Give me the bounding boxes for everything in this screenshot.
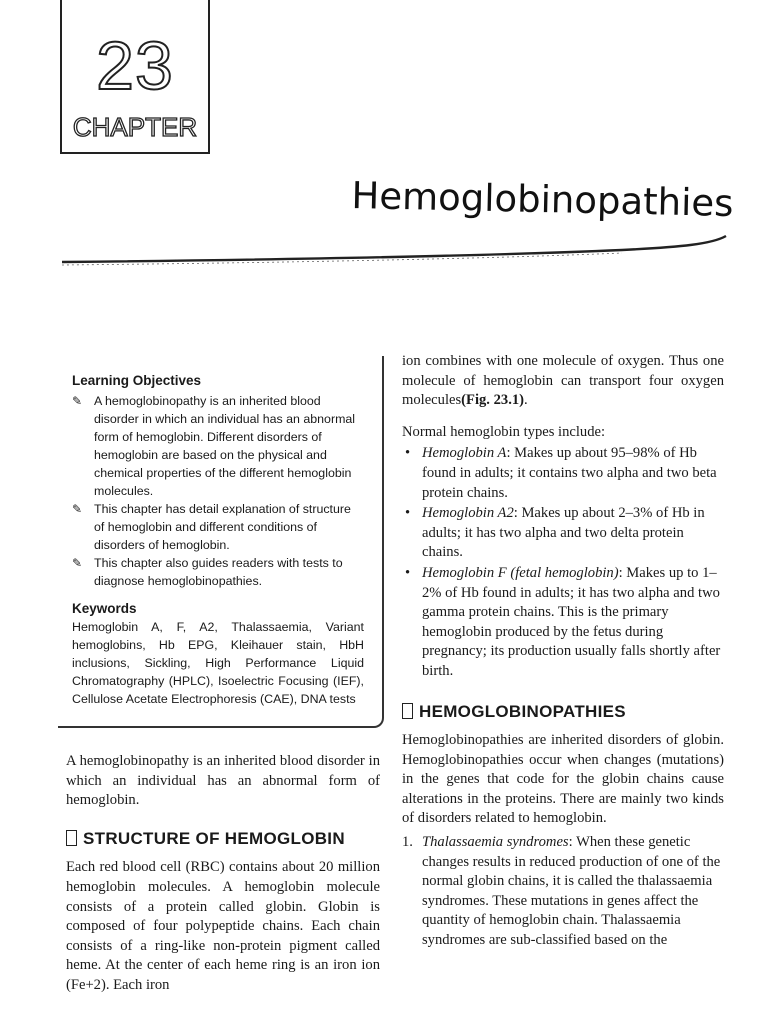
chapter-number: 23: [96, 28, 174, 104]
chapter-label: CHAPTER: [72, 112, 198, 142]
list-item: • Hemoglobin A2: Makes up about 2–3% of Hb in adults; it has two alpha and two delta protein chains.: [405, 505, 705, 561]
list-item: ✎ A hemoglobinopathy is an inherited blood disorder in which an individual has an abnormal form of hemoglobin. Different disorders of hemoglobin are based on the physical and chemical properties of the different hemoglobin molecules.: [72, 394, 356, 498]
list-item: • Hemoglobin F (fetal hemoglobin): Makes up to 1–2% of Hb found in adults; it has two alpha and two gamma protein chains. This is the primary hemoglobin produced by the fetus during pregnancy; its production usually falls shortly after birth.: [405, 564, 721, 679]
title-rule: [62, 234, 732, 268]
list-item: ✎ This chapter has detail explanation of structure of hemoglobin and different conditions of disorders of hemoglobin.: [72, 502, 351, 552]
pen-arrow-icon: ✎: [72, 502, 83, 516]
keywords-text: Hemoglobin A, F, A2, Thalassaemia, Variant hemoglobins, Hb EPG, Kleihauer stain, HbH inclusions, Sickling, High Performance Liquid Chromatography (HPLC), Isoelectric Focusing (IEF), Cellulose Acetate Electrophoresis (CAE), DNA tests: [72, 620, 364, 706]
types-intro: Normal hemoglobin types include:: [402, 423, 606, 440]
disorder-types-list: [402, 833, 724, 951]
bullet-icon: •: [405, 505, 411, 522]
continuation-paragraph: ion combines with one molecule of oxygen. Thus one molecule of hemoglobin can transport four oxygen molecules(Fig. 23.1).: [402, 353, 724, 409]
hemoglobin-types-list: [402, 444, 724, 681]
section-heading-structure: STRUCTURE OF HEMOGLOBIN: [66, 829, 380, 849]
square-bullet-icon: [402, 703, 413, 719]
learning-objectives-box: [58, 356, 384, 728]
intro-paragraph: A hemoglobinopathy is an inherited blood disorder in which an individual has an abnormal form of hemoglobin.: [66, 753, 380, 809]
list-item: ✎ This chapter also guides readers with tests to diagnose hemoglobinopathies.: [72, 556, 343, 588]
list-item: • Hemoglobin A: Makes up about 95–98% of Hb found in adults; it contains two alpha and two beta protein chains.: [405, 445, 717, 501]
structure-paragraph: Each red blood cell (RBC) contains about 20 million hemoglobin molecules. A hemoglobin molecule consists of a protein called globin. Globin is composed of four polypeptide chains. Each chain consists of a ring-like non-protein pigment called heme. At the center of each heme ring is an iron ion (Fe+2). Each iron: [66, 859, 380, 993]
learning-objectives-list: [72, 392, 364, 590]
keywords-heading: Keywords: [72, 601, 137, 616]
bullet-icon: •: [405, 564, 411, 581]
square-bullet-icon: [66, 830, 77, 846]
chapter-box: [60, 0, 210, 154]
page-title: Hemoglobinopathies: [351, 174, 734, 225]
right-column: [402, 352, 724, 951]
learning-objectives-heading: Learning Objectives: [72, 373, 202, 388]
list-item: 1. Thalassaemia syndromes: When these genetic changes results in reduced production of one of the normal globin chains, it is called the thalassaemia syndromes. These mutations in genes affect the quantity of hemoglobin chain. Thalassaemia syndromes are sub-classified based on the: [402, 834, 721, 949]
bullet-icon: •: [405, 445, 411, 462]
figure-reference: (Fig. 23.1): [461, 392, 524, 409]
hemoglobinopathies-paragraph: Hemoglobinopathies are inherited disorders of globin. Hemoglobinopathies occur when changes (mutations) in the genes that code for the globin chains cause alterations in the proteins. There are mainly two kinds of disorders related to hemoglobin.: [402, 732, 724, 827]
pen-arrow-icon: ✎: [72, 394, 83, 408]
section-heading-hemoglobinopathies: HEMOGLOBINOPATHIES: [402, 702, 724, 722]
left-column: [66, 752, 380, 996]
pen-arrow-icon: ✎: [72, 556, 83, 570]
